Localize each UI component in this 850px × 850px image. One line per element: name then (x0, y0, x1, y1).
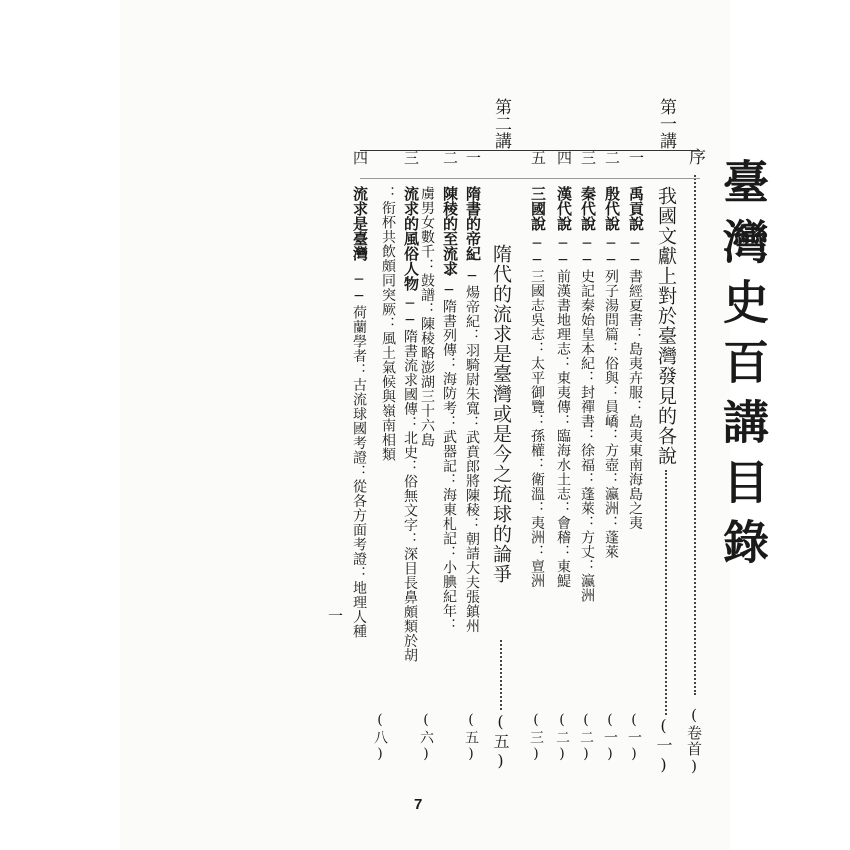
l2-item-2-text: ──隋書列傳：海防考：武器記：海東札記：小腆紀年： (441, 266, 457, 633)
lecture-1-label: 第一講 (656, 98, 676, 149)
l2-item-2-page: (六) (418, 712, 434, 764)
page-number: 7 (414, 796, 423, 813)
l2-item-4-head: 流求是臺灣 (351, 186, 369, 261)
l1-item-1-page: (一) (626, 712, 642, 764)
l2-item-2-continued: 虜男女數千：鼓譜：陳稜略澎湖三十六島 (419, 186, 435, 447)
l2-item-1-page: (五) (463, 712, 479, 764)
l1-item-4-head: 漢代說 (555, 186, 573, 231)
l1-item-5-num: 五 (529, 150, 547, 165)
l1-item-4-text: ──前漢書地理志：東夷傳：臨海水土志：會稽：東鯷 (555, 236, 571, 588)
preface-label: 序 (685, 148, 705, 165)
l1-item-3-head: 秦代說 (579, 186, 597, 231)
l2-item-3-head: 流求的風俗人物 (402, 186, 420, 291)
l1-item-4-page: (二) (554, 712, 570, 764)
l1-item-5-text: ──三國志吳志：太平御覽：孫權：衛溫：夷洲：亶洲 (529, 236, 545, 588)
preface-page: (卷首) (685, 706, 703, 776)
l2-item-1-num: 一 (464, 150, 482, 165)
l1-item-3-page: (二) (578, 712, 594, 764)
l1-item-1-num: 一 (627, 150, 645, 165)
l1-item-2-num: 二 (603, 150, 621, 165)
l1-item-5-page: (三) (528, 712, 544, 764)
l1-item-2-page: (一) (602, 712, 618, 764)
l1-item-3-text: ──史記秦始皇本紀：封禪書：徐福：蓬萊：方丈：瀛洲 (579, 236, 595, 603)
l2-item-1-text: ──煬帝紀：羽騎尉朱寬：武賁郎將陳稜：朝請大夫張鎮州 (464, 252, 480, 633)
l2-item-3-num: 三 (402, 150, 420, 165)
lecture-2-page: (五) (491, 712, 510, 772)
preface-leader (694, 175, 696, 695)
l1-item-1-text: ──書經夏書：島夷卉服：島夷東南海島之夷 (627, 236, 643, 530)
subheader-rule (360, 178, 700, 179)
lecture-2-label: 第二講 (491, 98, 511, 149)
l1-item-3-num: 三 (579, 150, 597, 165)
l1-item-4-num: 四 (555, 150, 573, 165)
lecture-1-title: 我國文獻上對於臺灣發見的各說 (655, 186, 677, 466)
l1-item-2-text: ──列子湯問篇：俗與：員嶠：方壺：瀛洲：蓬萊 (603, 236, 619, 559)
l2-item-3-text: ──隋書流求國傳：北史：俗無文字：深目長鼻頗類於胡 (402, 296, 418, 663)
l1-item-5-head: 三國說 (529, 186, 547, 231)
l2-item-2-head: 陳稜的至流求 (441, 186, 459, 276)
lecture-2-leader (500, 640, 502, 710)
l2-item-3-page: (八) (372, 712, 388, 764)
l2-item-4-num: 四 (351, 150, 369, 165)
l2-item-3-continued: ：衔杯共飲頗同突厥：風土氣候與嶺南相類 (380, 186, 396, 462)
l2-item-2-num: 二 (441, 150, 459, 165)
book-page (120, 0, 770, 850)
lecture-2-title: 隋代的流求是臺灣或是今之琉球的論爭 (490, 244, 512, 584)
l1-item-1-head: 禹貢說 (627, 186, 645, 231)
l1-item-2-head: 殷代說 (603, 186, 621, 231)
lecture-1-page: (一) (654, 716, 673, 776)
page-title: 臺灣史百講目錄 (716, 158, 770, 578)
l2-item-1-head: 隋書的帝紀 (464, 186, 482, 261)
folio-number: 一 (326, 608, 344, 623)
lecture-1-leader (665, 470, 667, 715)
l2-item-4-text: ──荷蘭學者：古流球國考證：從各方面考證：地理人種 (351, 272, 367, 639)
